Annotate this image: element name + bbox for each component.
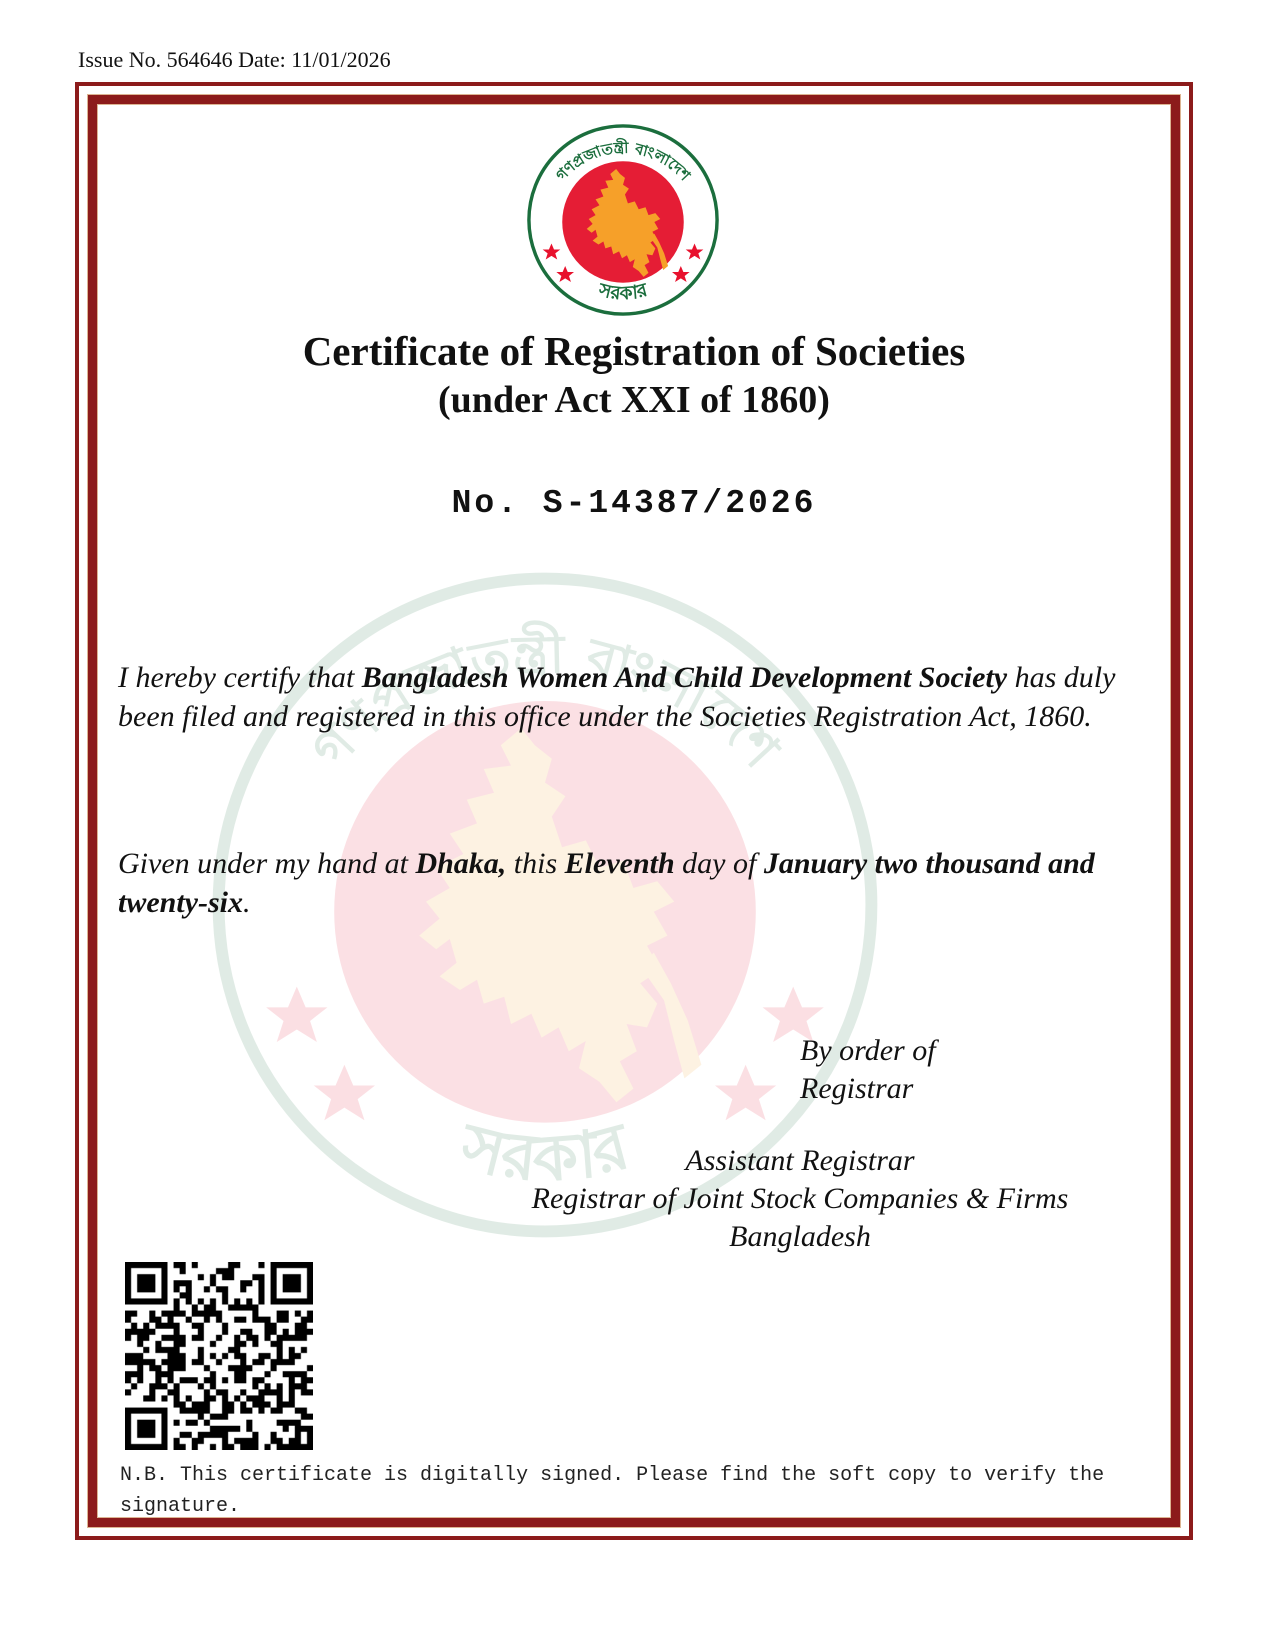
certify-paragraph [118,658,1118,736]
registration-number: No. S-14387/2026 [451,485,817,522]
given-mid1: this [506,847,565,880]
signature-block [420,1142,1180,1256]
footer-note: N.B. This certificate is digitally signed. Please find the soft copy to verify the signature. [120,1464,1105,1518]
given-date-words: January two thousand and twenty-six [118,847,1095,919]
by-order-line: By order of [800,1034,936,1067]
given-paragraph [118,844,1128,922]
given-mid2: day of [674,847,764,880]
bangladesh-government-emblem [525,122,721,318]
society-name: Bangladesh Women And Child Development Society [361,661,1008,694]
given-place: Dhaka, [415,847,507,880]
signatory-office: Registrar of Joint Stock Companies & Firms [531,1182,1069,1215]
qr-code [125,1262,313,1450]
given-end: . [243,886,251,919]
by-order-block [800,1032,936,1108]
certify-rest: has duly been filed and registered in this office under the Societies Registration Act, 1860. [118,661,1116,733]
issue-line: Issue No. 564646 Date: 11/01/2026 [78,47,391,72]
certify-lead: I hereby certify that [118,661,362,694]
registrar-line: Registrar [800,1072,914,1105]
given-day: Eleventh [564,847,675,880]
signatory-country: Bangladesh [729,1220,871,1253]
given-lead: Given under my hand at [118,847,416,880]
title-block [98,326,1170,424]
signatory-title: Assistant Registrar [685,1144,915,1177]
certificate-subtitle: (under Act XXI of 1860) [438,379,830,421]
certificate-title: Certificate of Registration of Societies [302,328,966,374]
